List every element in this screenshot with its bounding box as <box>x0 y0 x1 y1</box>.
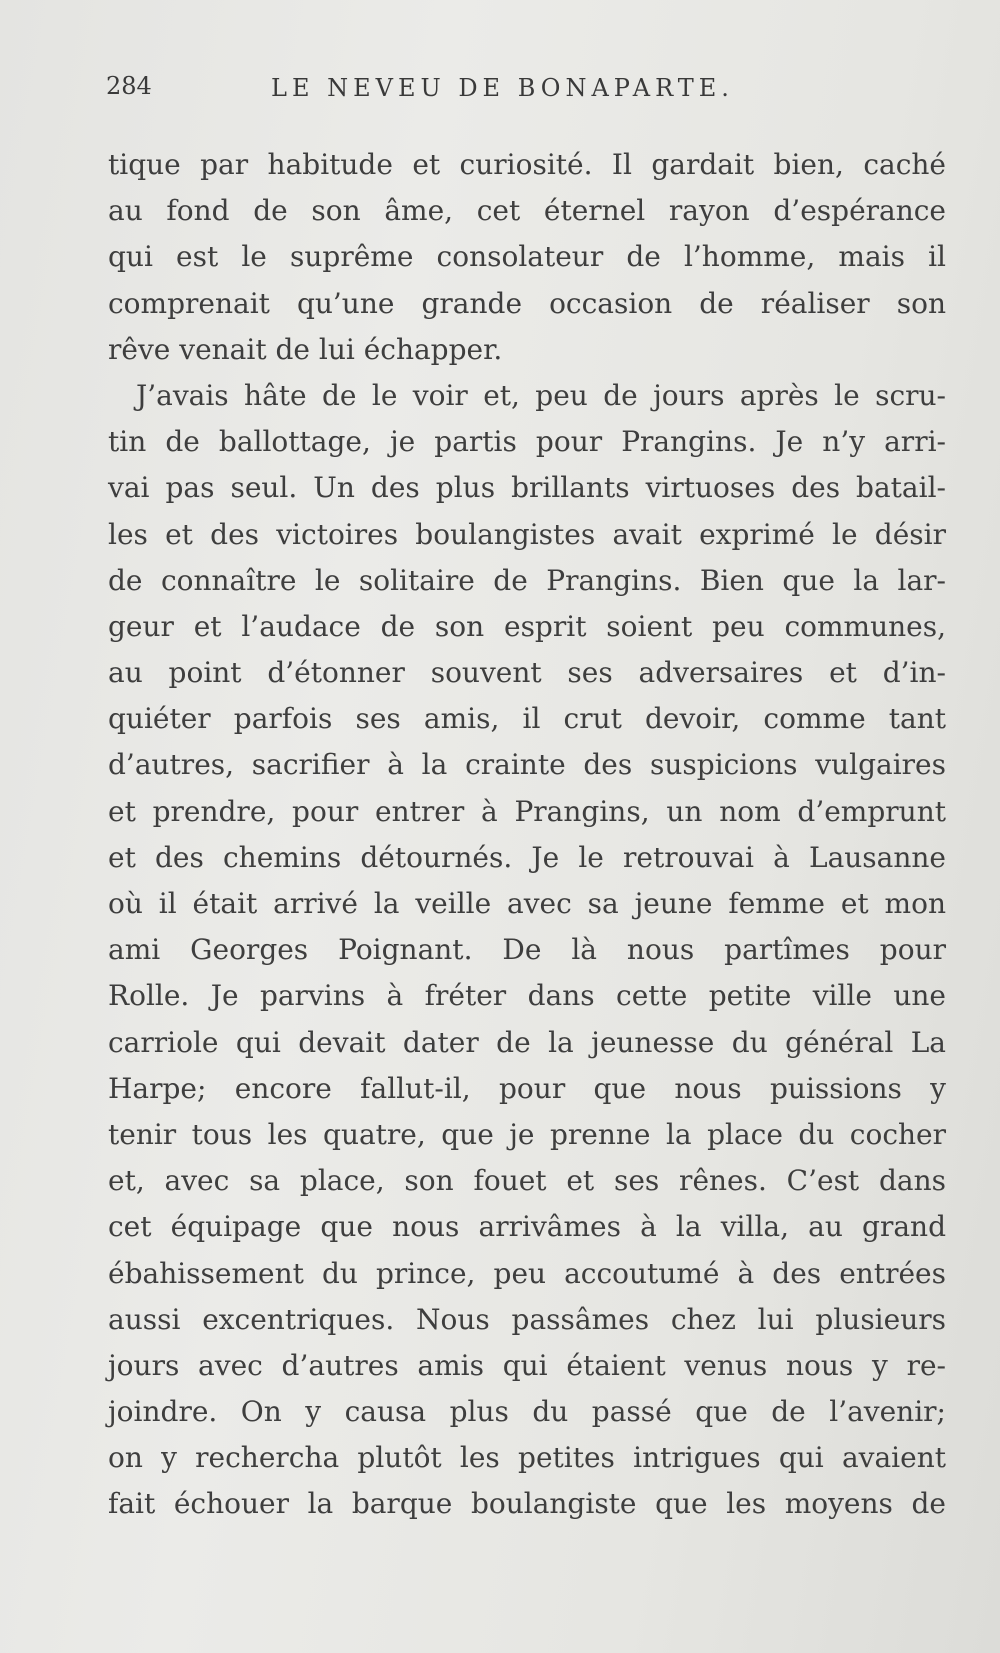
running-title: LE NEVEU DE BONAPARTE. <box>271 74 734 102</box>
text-line: rêve venait de lui échapper. <box>108 332 503 366</box>
text-line: Harpe; encore fallut-il, pour que nous puissions y <box>108 1071 946 1105</box>
text-line: geur et l’audace de son esprit soient peu communes, <box>108 609 946 643</box>
text-line: d’autres, sacrifier à la crainte des suspicions vulgaires <box>108 748 946 782</box>
page-number: 284 <box>106 72 152 100</box>
text-line: J’avais hâte de le voir et, peu de jours après le scru- <box>136 378 946 412</box>
text-line: et des chemins détournés. Je le retrouvai à Lausanne <box>108 840 946 874</box>
text-line: ami Georges Poignant. De là nous partîmes pour <box>108 933 946 967</box>
text-line: tique par habitude et curiosité. Il gardait bien, caché <box>108 148 946 181</box>
text-line: ébahissement du prince, peu accoutumé à des entrées <box>108 1256 946 1290</box>
page-header <box>106 72 966 112</box>
text-line: et prendre, pour entrer à Prangins, un nom d’emprunt <box>108 794 946 828</box>
text-line: comprenait qu’une grande occasion de réaliser son <box>108 286 946 320</box>
text-line: au fond de son âme, cet éternel rayon d’espérance <box>108 194 946 228</box>
text-line: joindre. On y causa plus du passé que de l’avenir; <box>108 1395 946 1429</box>
text-line: tenir tous les quatre, que je prenne la place du cocher <box>108 1117 946 1151</box>
text-line: fait échouer la barque boulangiste que les moyens de <box>108 1487 946 1521</box>
text-line: jours avec d’autres amis qui étaient venus nous y re- <box>108 1348 946 1382</box>
text-line: on y rechercha plutôt les petites intrigues qui avaient <box>108 1441 946 1475</box>
text-line: de connaître le solitaire de Prangins. Bien que la lar- <box>108 563 946 597</box>
text-line: qui est le suprême consolateur de l’homme, mais il <box>108 240 946 274</box>
text-line: où il était arrivé la veille avec sa jeune femme et mon <box>108 887 946 920</box>
text-line: au point d’étonner souvent ses adversaires et d’in- <box>108 656 946 690</box>
text-line: quiéter parfois ses amis, il crut devoir, comme tant <box>108 702 946 736</box>
text-line: Rolle. Je parvins à fréter dans cette petite ville une <box>108 979 946 1013</box>
text-line: les et des victoires boulangistes avait exprimé le désir <box>108 517 946 551</box>
text-line: tin de ballottage, je partis pour Prangins. Je n’y arri- <box>108 425 946 459</box>
text-line: vai pas seul. Un des plus brillants virtuoses des batail- <box>108 471 946 505</box>
text-line: aussi excentriques. Nous passâmes chez lui plusieurs <box>108 1302 946 1336</box>
body-text <box>108 142 946 1528</box>
text-line: cet équipage que nous arrivâmes à la villa, au grand <box>108 1210 946 1244</box>
text-line: carriole qui devait dater de la jeunesse du général La <box>108 1025 946 1059</box>
text-line: et, avec sa place, son fouet et ses rênes. C’est dans <box>108 1164 946 1198</box>
